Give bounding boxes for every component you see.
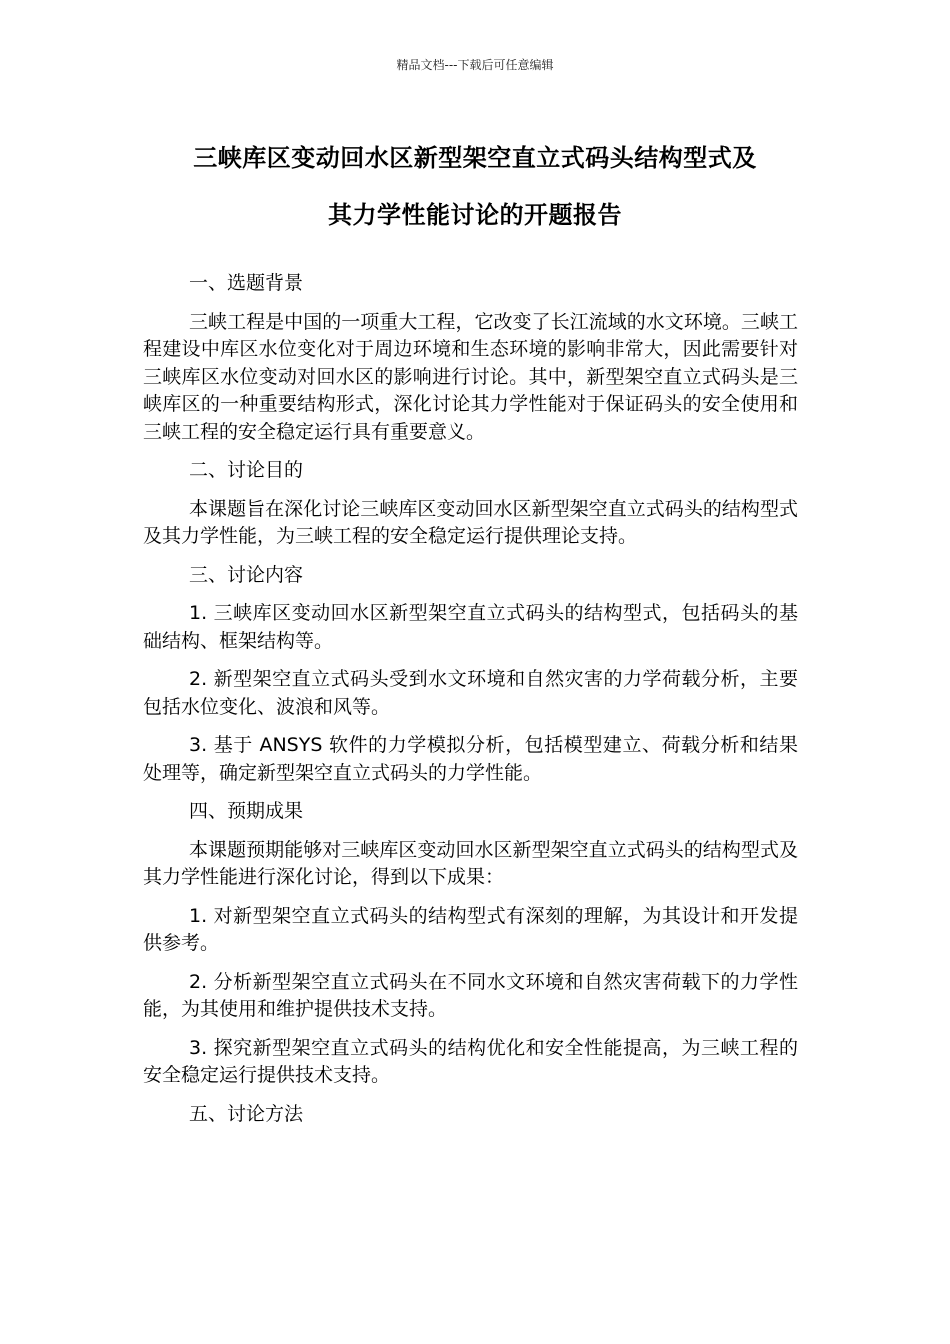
content-item-1: 1. 三峡库区变动回水区新型架空直立式码头的结构型式，包括码头的基础结构、框架结构等。 — [143, 602, 798, 652]
purpose-paragraph: 本课题旨在深化讨论三峡库区变动回水区新型架空直立式码头的结构型式及其力学性能，为三峡工程的安全稳定运行提供理论支持。 — [143, 497, 798, 547]
results-item-1: 1. 对新型架空直立式码头的结构型式有深刻的理解，为其设计和开发提供参考。 — [143, 904, 798, 954]
section-heading-background: 一、选题背景 — [189, 272, 304, 294]
document-body — [143, 270, 798, 1139]
section-heading-content: 三、讨论内容 — [189, 563, 304, 586]
content-item-2: 2. 新型架空直立式码头受到水文环境和自然灾害的力学荷载分析，主要包括水位变化、波浪和风等。 — [143, 668, 798, 718]
section-heading-purpose: 二、讨论目的 — [189, 459, 304, 481]
results-intro: 本课题预期能够对三峡库区变动回水区新型架空直立式码头的结构型式及其力学性能进行深化讨论，得到以下成果： — [143, 838, 798, 888]
background-paragraph: 三峡工程是中国的一项重大工程，它改变了长江流域的水文环境。三峡工程建设中库区水位变化对于周边环境和生态环境的影响非常大，因此需要针对三峡库区水位变动对回水区的影响进行讨论。其中，新型架空直立式码头是三峡库区的一种重要结构形式，深化讨论其力学性能对于保证码头的安全使用和三峡工程的安全稳定运行具有重要意义。 — [143, 310, 798, 443]
header-note: 精品文档---下载后可任意编辑 — [396, 58, 554, 72]
results-item-2: 2. 分析新型架空直立式码头在不同水文环境和自然灾害荷载下的力学性能，为其使用和维护提供技术支持。 — [143, 970, 798, 1020]
section-heading-results: 四、预期成果 — [189, 800, 304, 822]
section-heading-method: 五、讨论方法 — [189, 1102, 304, 1125]
results-item-3: 3. 探究新型架空直立式码头的结构优化和安全性能提高，为三峡工程的安全稳定运行提供技术支持。 — [143, 1036, 798, 1086]
title-line-2: 其力学性能讨论的开题报告 — [328, 201, 622, 229]
title-line-1: 三峡库区变动回水区新型架空直立式码头结构型式及 — [193, 144, 757, 172]
content-item-3: 3. 基于 ANSYS 软件的力学模拟分析，包括模型建立、荷载分析和结果处理等，确定新型架空直立式码头的力学性能。 — [143, 734, 798, 784]
document-title — [142, 130, 808, 244]
